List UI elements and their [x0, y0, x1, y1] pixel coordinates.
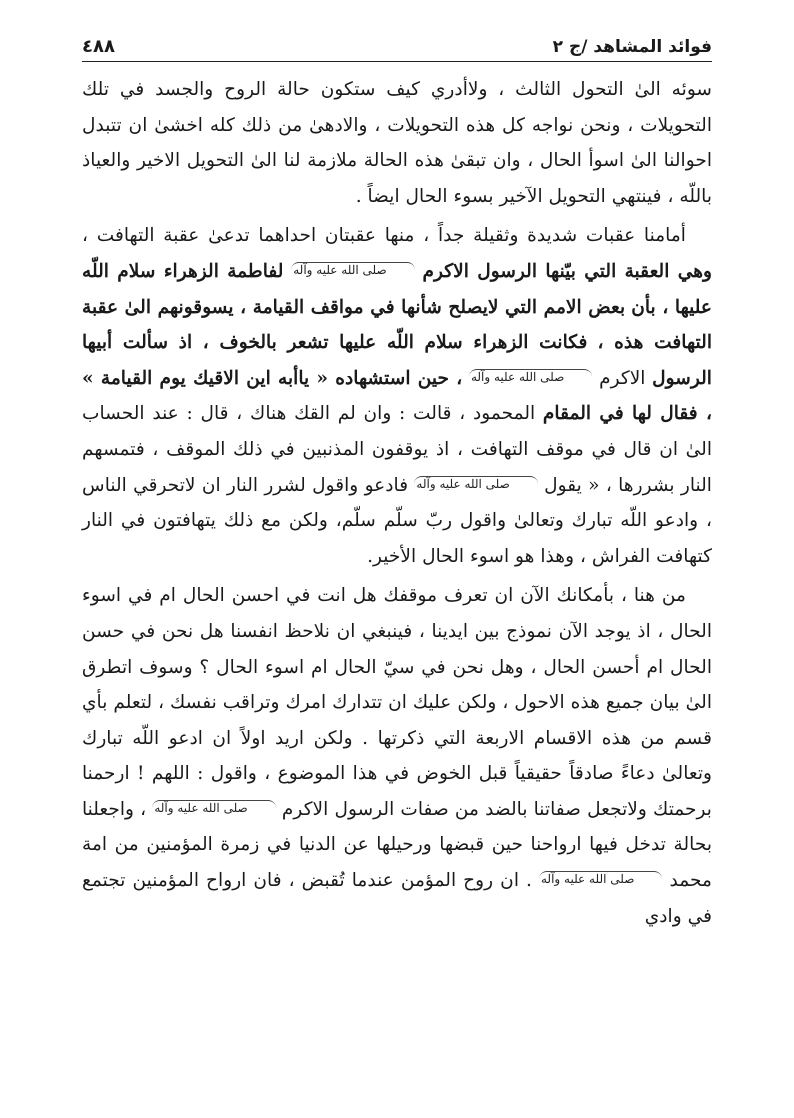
salawat-symbol-icon: صلى الله عليه وآله [291, 262, 414, 277]
text-line: أمامنا عقبات شديدة وثقيلة جداً ، منها عقبتان احداهما تدعىٰ عقبة التهافت ، [82, 225, 686, 247]
text-line: فادعو [364, 474, 409, 496]
text-line: اذ يوقفون المذنبين في ذلك الموقف ، فتمسهم النار بشررها ، « يقول [82, 438, 712, 496]
salawat-symbol-icon: صلى الله عليه وآله [414, 476, 537, 491]
text-line: والعياذ باللّه ، فينتهي التحويل الآخير بسوء الحال ايضاً . [82, 150, 712, 207]
text-line: تدخل فيها ارواحنا حين قبضها ورحيلها عن الدنيا في زمرة المؤمنين من امة [82, 834, 666, 856]
text-line: قسم من هذه الاقسام الاربعة التي ذكرتها . ولكن اريد اولاً ان ادعو اللّه تبارك [82, 727, 712, 749]
salawat-symbol-icon: صلى الله عليه وآله [469, 369, 592, 384]
text-line: التحويلات ، ونحن نواجه كل هذه التحويلات ، والادهىٰ من ذلك كله اخشىٰ ان [128, 114, 712, 136]
page-number: ٤٨٨ [82, 36, 115, 57]
text-line: . ان روح المؤمن عندما تُقبض ، فان ارواح المؤمنين تجتمع في وادي [82, 870, 712, 927]
paragraph-2 [82, 218, 712, 574]
page-body [82, 72, 712, 934]
text-line: بيان جميع هذه الاحول ، ولكن عليك ان تتدارك امرك وتراقب نفسك ، لتعلم بأي [82, 692, 680, 714]
text-line: الأخير. [367, 545, 417, 567]
text-line: المحمود ، قالت : وان لم القك هناك ، قال : عند الحساب الىٰ ان قال في موقف التهافت ، [82, 403, 712, 460]
text-line: تتبدل احوالنا الىٰ اسوأ الحال ، وان تبقىٰ هذه الحالة ملازمة لنا الىٰ التحويل الاخير [82, 114, 712, 172]
text-line: سوئه الىٰ التحول الثالث ، ولاأدري كيف ستكون حالة الروح والجسد في تلك [82, 79, 712, 100]
paragraph-3 [82, 578, 712, 934]
text-line: وتعالىٰ دعاءً صادقاً حقيقياً قبل الخوض في هذا الموضوع ، واقول : اللهم ! ارحمنا [82, 763, 712, 785]
text-line: محمد [669, 870, 712, 892]
page-header [82, 28, 712, 62]
text-line: فكانت الزهراء سلام اللّه عليها تشعر بالخوف ، اذ سألت أبيها الرسول [82, 332, 712, 389]
text-line: واقول لشرر النار ان لاتحرقي الناس ، وادعو اللّه تبارك وتعالىٰ واقول ربّ سلّم [82, 474, 712, 532]
text-line: من هنا ، بأمكانك الآن ان تعرف موقفك هل انت في احسن الحال ام في اسوء [82, 585, 686, 607]
text-line: سلّم، ولكن مع ذلك يتهافتون في النار كتهافت الفراش ، وهذا هو اسوء الحال [82, 510, 712, 567]
text-line: لفاطمة الزهراء سلام اللّه عليها ، بأن [82, 260, 712, 318]
text-line: وهي العقبة التي بيّنها الرسول الاكرم [422, 260, 712, 282]
text-line: بعض الامم التي لايصلح شأنها في مواقف القيامة ، يسوقونهم الىٰ عقبة التهافت هذه ، [82, 296, 712, 354]
text-line: الاكرم [599, 367, 646, 389]
text-line: برحمتك ولاتجعل صفاتنا بالضد من صفات الرسول الاكرم [281, 798, 712, 820]
text-line: الحال ، اذ يوجد الآن نموذج بين ايدينا ، فينبغي ان نلاحظ انفسنا هل نحن في حسن [82, 620, 712, 642]
running-title: فوائد المشاهد /ج ٢ [552, 37, 712, 57]
text-line: الحال ام أحسن الحال ، وهل نحن في سيّ الحال ام اسوء الحال ؟ وسوف اتطرق الىٰ [82, 656, 712, 714]
salawat-symbol-icon: صلى الله عليه وآله [152, 800, 275, 815]
paragraph-1 [82, 72, 712, 214]
text-line: ، واجعلنا بحالة [82, 798, 712, 856]
text-line: ، حين استشهاده « ياأبه اين الاقيك يوم القيامة » ، فقال لها في المقام [82, 367, 712, 425]
salawat-symbol-icon: صلى الله عليه وآله [539, 871, 662, 886]
